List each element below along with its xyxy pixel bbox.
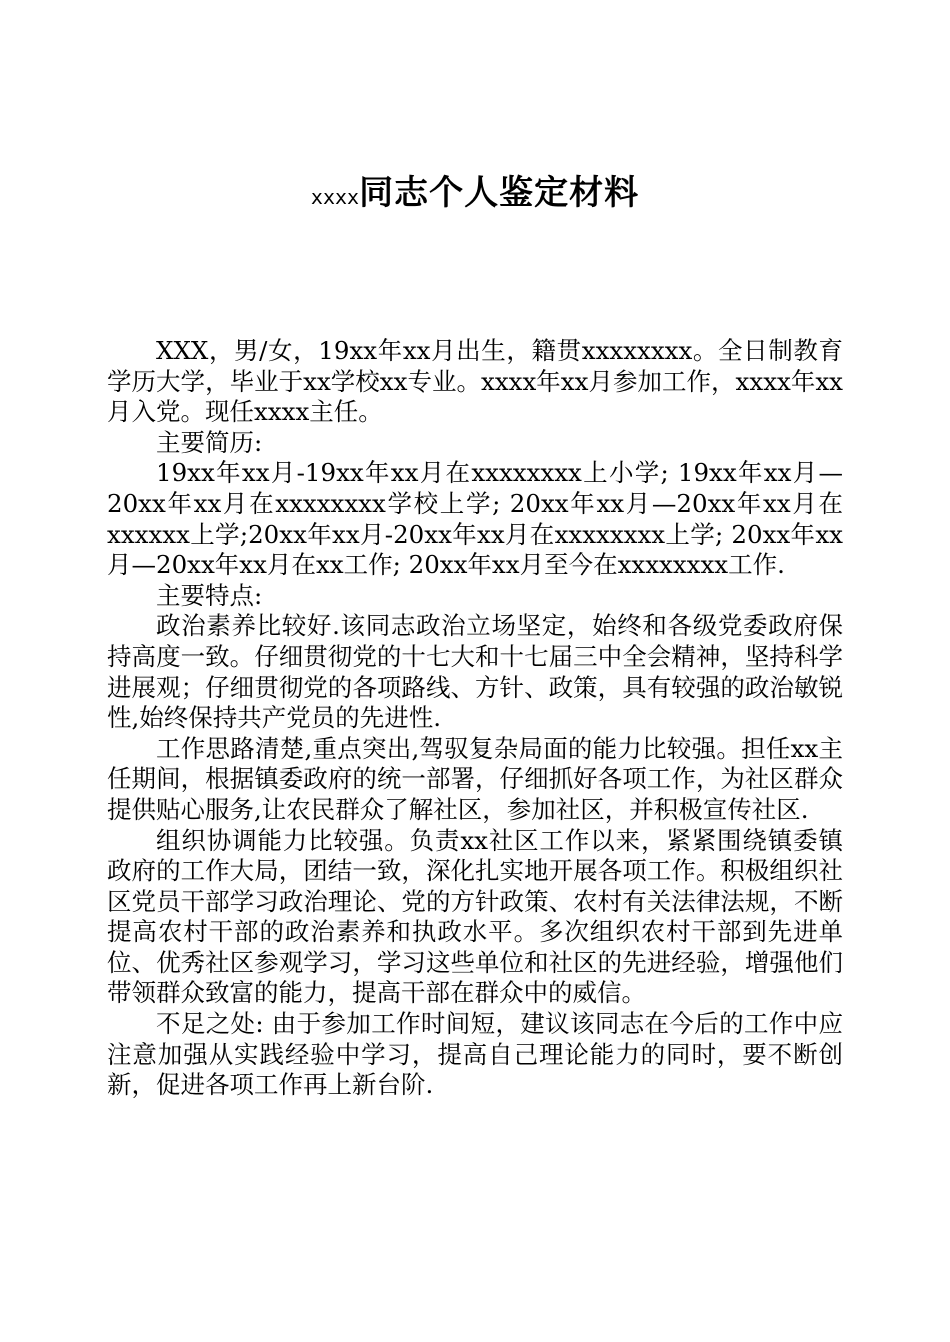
paragraph-features-heading: 主要特点: (156, 580, 263, 610)
title-main: 同志个人鉴定材料 (359, 173, 640, 213)
paragraph-basic-info: XXX，男/女，19xx年xx月出生，籍贯xxxxxxxx。全日制教育学历大学，毕业于xx学校xx专业。xxxx年xx月参加工作，xxxx年xx月入党。现任xxxx主任。 (107, 336, 843, 427)
paragraph-political: 政治素养比较好.该同志政治立场坚定，始终和各级党委政府保持高度一致。仔细贯彻党的十七大和十七届三中全会精神，坚持科学进展观；仔细贯彻党的各项路线、方针、政策，具有较强的政治敏锐性,始终保持共产党员的先进性. (107, 611, 843, 733)
title-prefix: xxxx (310, 185, 360, 209)
paragraph-work-approach: 工作思路清楚,重点突出,驾驭复杂局面的能力比较强。担任xx主任期间，根据镇委政府的统一部署，仔细抓好各项工作，为社区群众提供贴心服务,让农民群众了解社区，参加社区，并积极宣传社区. (107, 733, 843, 824)
document-body (107, 336, 843, 1101)
paragraph-coordination: 组织协调能力比较强。负责xx社区工作以来，紧紧围绕镇委镇政府的工作大局，团结一致，深化扎实地开展各项工作。积极组织社区党员干部学习政治理论、党的方针政策、农村有关法律法规，不断提高农村干部的政治素养和执政水平。多次组织农村干部到先进单位、优秀社区参观学习，学习这些单位和社区的先进经验，增强他们带领群众致富的能力，提高干部在群众中的威信。 (107, 825, 843, 1008)
paragraph-resume-heading: 主要简历: (156, 427, 263, 457)
paragraph-resume: 19xx年xx月-19xx年xx月在xxxxxxxx上小学; 19xx年xx月—20xx年xx月在xxxxxxxx学校上学; 20xx年xx月—20xx年xx月在xxxxxx上学;20xx年xx月-20xx年xx月在xxxxxxxx上学; 20xx年xx月—20xx年xx月在xx工作; 20xx年xx月至今在xxxxxxxx工作. (107, 458, 843, 580)
paragraph-shortcomings: 不足之处: 由于参加工作时间短，建议该同志在今后的工作中应注意加强从实践经验中学习，提高自己理论能力的同时，要不断创新，促进各项工作再上新台阶. (107, 1009, 843, 1100)
document-title (0, 168, 950, 222)
